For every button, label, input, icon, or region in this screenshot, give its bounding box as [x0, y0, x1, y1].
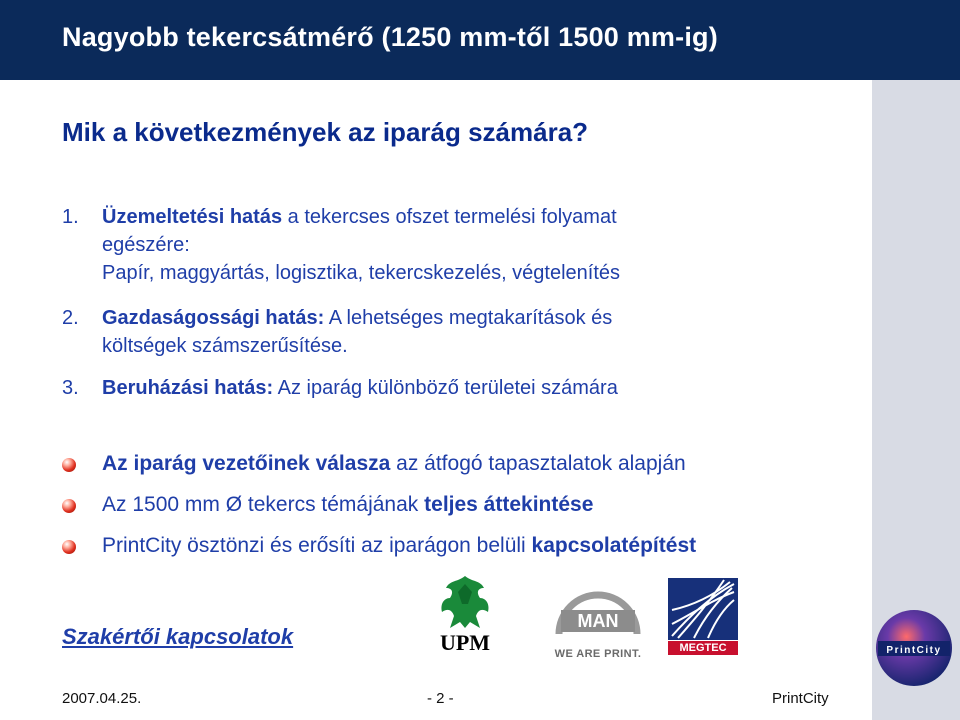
slide-title: Nagyobb tekercsátmérő (1250 mm-től 1500 mm-ig): [62, 22, 718, 52]
item-text: [102, 203, 620, 287]
bullet-text: [102, 493, 593, 517]
bullet-text: [102, 534, 696, 558]
item-bold: Gazdaságossági hatás:: [102, 307, 325, 329]
bullet-bold: kapcsolatépítést: [531, 534, 697, 557]
item-text: [102, 304, 612, 360]
item-rest: a tekercses ofszet termelési folyamat: [282, 206, 617, 228]
bullet-icon: [62, 499, 76, 513]
megtec-globe-icon: [668, 578, 738, 640]
upm-logo: [428, 574, 502, 658]
printcity-logo: [874, 608, 954, 688]
megtec-logo: [668, 578, 738, 658]
man-wordmark: MAN: [577, 611, 619, 631]
man-emblem-icon: [545, 584, 651, 644]
bullet-bold: Az iparág vezetőinek válasza: [102, 452, 391, 475]
item-bold: Üzemeltetési hatás: [102, 206, 283, 228]
bullet-rest: az átfogó tapasztalatok alapján: [390, 452, 686, 475]
footer-date: 2007.04.25.: [62, 690, 142, 707]
upm-wordmark: UPM: [439, 630, 491, 655]
item-number: 1.: [62, 206, 79, 228]
item-rest: A lehetséges megtakarítások és: [324, 307, 613, 329]
bullet-bold: teljes áttekintése: [424, 493, 594, 516]
footer-brand: PrintCity: [772, 690, 829, 707]
bullet-icon: [62, 540, 76, 554]
man-tagline: WE ARE PRINT.: [554, 648, 642, 660]
bullet-pre: PrintCity ösztönzi és erősíti az iparágon belüli: [102, 534, 532, 557]
title-bar: [0, 0, 960, 80]
item-line2: költségek számszerűsítése.: [102, 335, 348, 357]
question-heading: Mik a következmények az iparág számára?: [62, 117, 589, 147]
item-bold: Beruházási hatás:: [102, 377, 274, 399]
upm-griffin-icon: [428, 574, 502, 630]
footer-page-number: - 2 -: [427, 690, 454, 707]
item-line2: egészére:: [102, 234, 190, 256]
man-logo: [545, 584, 651, 664]
bullet-icon: [62, 458, 76, 472]
expert-contacts-link[interactable]: Szakértői kapcsolatok: [62, 624, 294, 649]
item-text: [102, 374, 618, 402]
bullet-pre: Az 1500 mm Ø tekercs témájának: [102, 493, 425, 516]
item-line3: Papír, maggyártás, logisztika, tekercskezelés, végtelenítés: [102, 262, 621, 284]
megtec-wordmark: MEGTEC: [668, 641, 738, 655]
item-rest: Az iparág különböző területei számára: [273, 377, 618, 399]
bullet-text: [102, 452, 686, 476]
printcity-wordmark: PrintCity: [886, 645, 942, 656]
item-number: 2.: [62, 307, 79, 329]
printcity-emblem-icon: [874, 608, 954, 688]
item-number: 3.: [62, 377, 79, 399]
